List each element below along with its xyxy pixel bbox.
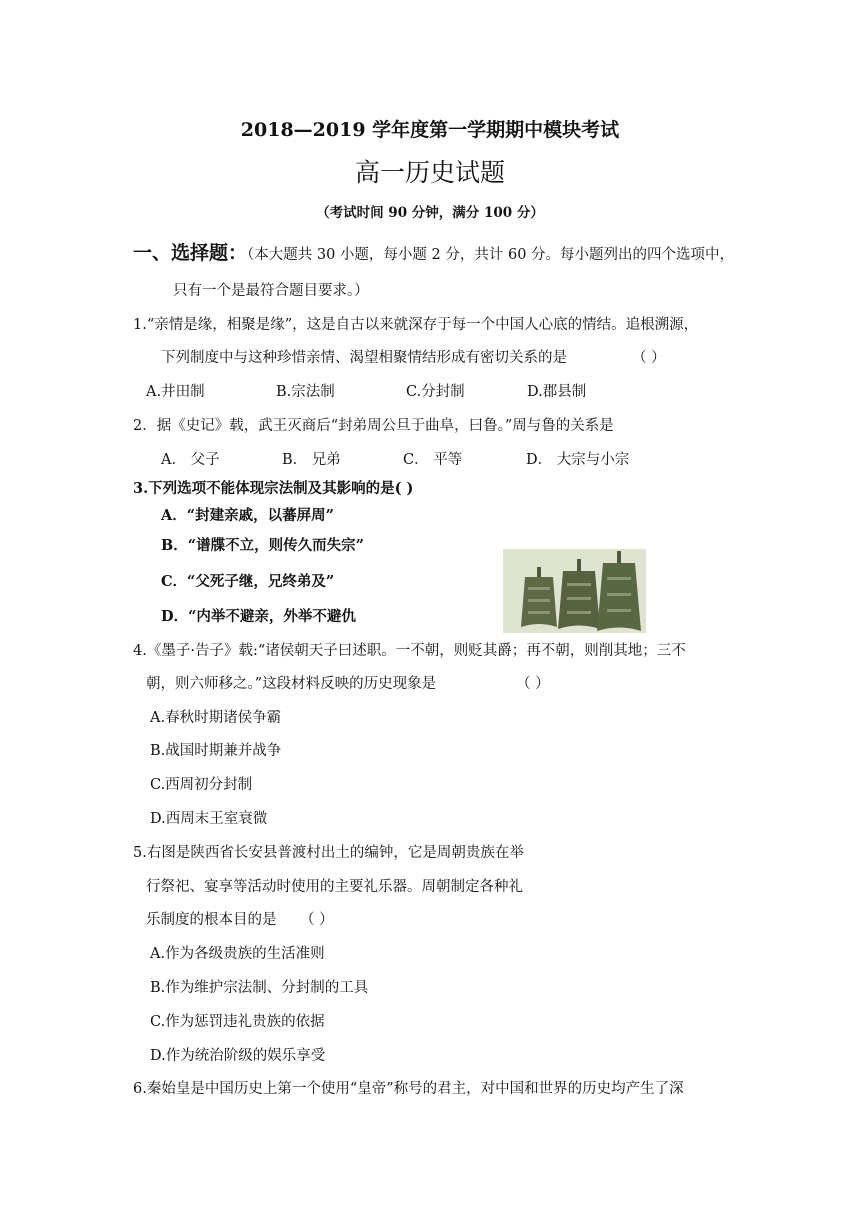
question-5-stem-line-1: 5.右图是陕西省长安县普渡村出土的编钟，它是周朝贵族在举 xyxy=(133,845,524,861)
question-6-stem-line-1: 6.秦始皇是中国历史上第一个使用“皇帝”称号的君主，对中国和世界的历史均产生了深 xyxy=(133,1081,684,1097)
question-4-answer-blank: （ ） xyxy=(516,676,550,692)
exam-info: （考试时间 90 分钟，满分 100 分） xyxy=(316,205,544,221)
section-heading xyxy=(133,243,734,265)
question-4-option-c: C.西周初分封制 xyxy=(150,777,253,793)
question-2-option-a: A． 父子 xyxy=(161,452,220,468)
question-2-stem: 2．据《史记》载，武王灭商后“封弟周公旦于曲阜，曰鲁。”周与鲁的关系是 xyxy=(133,418,614,434)
question-4-option-a: A.春秋时期诸侯争霸 xyxy=(150,710,282,726)
question-5-stem-line-3: 乐制度的根本目的是 xyxy=(146,912,277,928)
question-1-stem-line-1: 1.“亲情是缘，相聚是缘”，这是自古以来就深存于每一个中国人心底的情结。追根溯源， xyxy=(133,317,699,333)
question-1-stem-line-2: 下列制度中与这种珍惜亲情、渴望相聚情结形成有密切关系的是 xyxy=(161,350,567,366)
section-instruction: （本大题共 30 小题，每小题 2 分，共计 60 分。每小题列出的四个选项中， xyxy=(247,247,735,263)
bronze-bells-icon xyxy=(503,549,646,633)
question-5-option-a: A.作为各级贵族的生活准则 xyxy=(150,946,325,962)
question-5-stem-line-2: 行祭祀、宴享等活动时使用的主要礼乐器。周朝制定各种礼 xyxy=(146,879,523,895)
question-3-option-c: C．“父死子继，兄终弟及” xyxy=(161,573,335,590)
question-5-answer-blank: （ ） xyxy=(300,912,334,928)
question-2-option-c: C． 平等 xyxy=(403,452,463,468)
question-5-option-d: D.作为统治阶级的娱乐享受 xyxy=(150,1048,326,1064)
question-2-option-b: B． 兄弟 xyxy=(282,452,341,468)
question-1-option-b: B.宗法制 xyxy=(276,384,335,400)
section-instruction-cont: 只有一个是最符合题目要求。） xyxy=(173,283,369,299)
question-4-stem-line-1: 4.《墨子·告子》载:“诸侯朝天子曰述职。一不朝，则贬其爵；再不朝，则削其地；三不 xyxy=(133,643,686,659)
question-1-option-a: A.井田制 xyxy=(146,384,205,400)
question-3-option-d: D．“内举不避亲，外举不避仇 xyxy=(161,608,356,625)
bronze-bells-image xyxy=(503,549,646,633)
question-5-option-c: C.作为惩罚违礼贵族的依据 xyxy=(150,1014,325,1030)
question-4-option-d: D.西周末王室衰微 xyxy=(150,811,268,827)
question-4-option-b: B.战国时期兼并战争 xyxy=(150,743,282,759)
exam-title: 2018—2019 学年度第一学期期中模块考试 xyxy=(240,119,620,141)
question-5-option-b: B.作为维护宗法制、分封制的工具 xyxy=(150,980,369,996)
question-3-option-a: A．“封建亲戚，以蕃屏周” xyxy=(161,507,334,524)
question-2-option-d: D． 大宗与小宗 xyxy=(526,452,630,468)
subject-title: 高一历史试题 xyxy=(354,158,505,187)
question-4-stem-line-2: 朝，则六师移之。”这段材料反映的历史现象是 xyxy=(146,676,437,692)
question-3-option-b: B．“谱牒不立，则传久而失宗” xyxy=(161,537,364,554)
question-1-answer-blank: （ ） xyxy=(632,350,666,366)
question-1-option-d: D.郡县制 xyxy=(527,384,587,400)
question-3-stem: 3.下列选项不能体现宗法制及其影响的是( ) xyxy=(133,480,414,497)
question-1-option-c: C.分封制 xyxy=(406,384,465,400)
section-title: 一、选择题： xyxy=(133,242,248,264)
